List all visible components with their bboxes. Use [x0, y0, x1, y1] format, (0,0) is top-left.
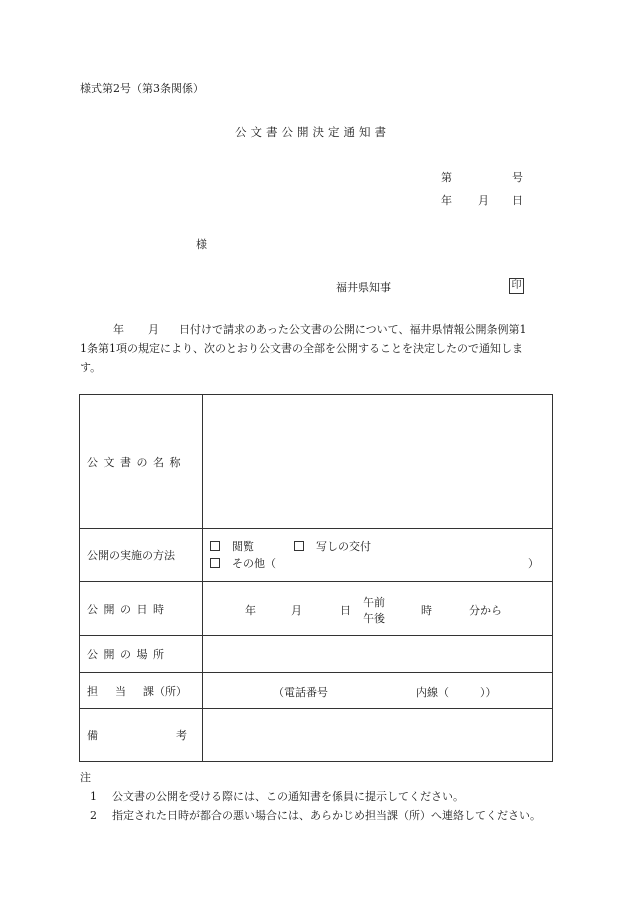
label-place: 公開の場所 — [80, 636, 203, 673]
notice-line-2: 1条第1項の規定により、次のとおり公文書の全部を公開することを決定したので通知しま — [80, 342, 523, 355]
field-datetime[interactable] — [203, 582, 553, 636]
number-prefix: 第 — [441, 171, 452, 184]
row-charge — [80, 673, 553, 709]
seal-mark: 印 — [509, 278, 524, 294]
notice-line-1 — [80, 320, 554, 339]
note-item: 2 指定された日時が都合の悪い場合には、あらかじめ担当課（所）へ連絡してください。 — [90, 809, 541, 822]
row-datetime — [80, 582, 553, 636]
label-method: 公開の実施の方法 — [80, 529, 203, 582]
issuer-name: 福井県知事 — [336, 281, 391, 294]
dt-minute: 分から — [469, 603, 502, 617]
option-view: 閲覧 — [232, 540, 254, 553]
note-item: 1 公文書の公開を受ける際には、この通知書を係員に提示してください。 — [90, 790, 464, 803]
notice-body — [80, 320, 554, 377]
method-line-2 — [203, 555, 552, 572]
other-close-paren: ） — [528, 557, 539, 570]
number-suffix: 号 — [512, 171, 523, 184]
method-line-1 — [203, 538, 552, 555]
label-document-name: 公文書の名称 — [80, 395, 203, 529]
charge-ext-close: ）） — [480, 685, 497, 699]
row-remarks — [80, 709, 553, 762]
notice-line-3: す。 — [80, 361, 102, 374]
label-remarks: 備 考 — [80, 709, 203, 762]
row-document-name — [80, 395, 553, 529]
field-remarks[interactable] — [203, 709, 553, 762]
date-day-label: 日 — [512, 194, 523, 207]
notes-section — [80, 768, 541, 825]
body-line1-rest: 日付けで請求のあった公文書の公開について、福井県情報公開条例第1 — [179, 323, 527, 336]
dt-day: 日 — [340, 603, 351, 617]
checkbox-copy[interactable] — [294, 541, 304, 551]
charge-ext: 内線（ — [416, 685, 449, 699]
field-place[interactable] — [203, 636, 553, 673]
field-document-name[interactable] — [203, 395, 553, 529]
field-method — [203, 529, 553, 582]
row-place — [80, 636, 553, 673]
checkbox-other[interactable] — [210, 558, 220, 568]
label-charge: 担 当 課（所） — [80, 673, 203, 709]
dt-hour: 時 — [421, 603, 432, 617]
form-number: 様式第2号（第3条関係） — [80, 82, 204, 95]
notes-heading: 注 — [80, 771, 91, 784]
checkbox-view[interactable] — [210, 541, 220, 551]
field-charge[interactable] — [203, 673, 553, 709]
option-other: その他（ — [232, 557, 276, 570]
disclosure-table — [79, 394, 553, 762]
date-year-label: 年 — [441, 194, 452, 207]
option-copy: 写しの交付 — [316, 540, 371, 553]
dt-month: 月 — [291, 603, 302, 617]
row-method — [80, 529, 553, 582]
date-month-label: 月 — [478, 194, 489, 207]
dt-year: 年 — [245, 603, 256, 617]
body-year: 年 — [113, 323, 124, 336]
body-month: 月 — [148, 323, 159, 336]
dt-pm: 午後 — [363, 611, 385, 625]
label-datetime: 公開の日時 — [80, 582, 203, 636]
document-title: 公文書公開決定通知書 — [235, 125, 390, 139]
recipient-suffix: 様 — [196, 238, 207, 251]
dt-am: 午前 — [363, 595, 385, 609]
charge-tel: （電話番号 — [273, 685, 328, 699]
